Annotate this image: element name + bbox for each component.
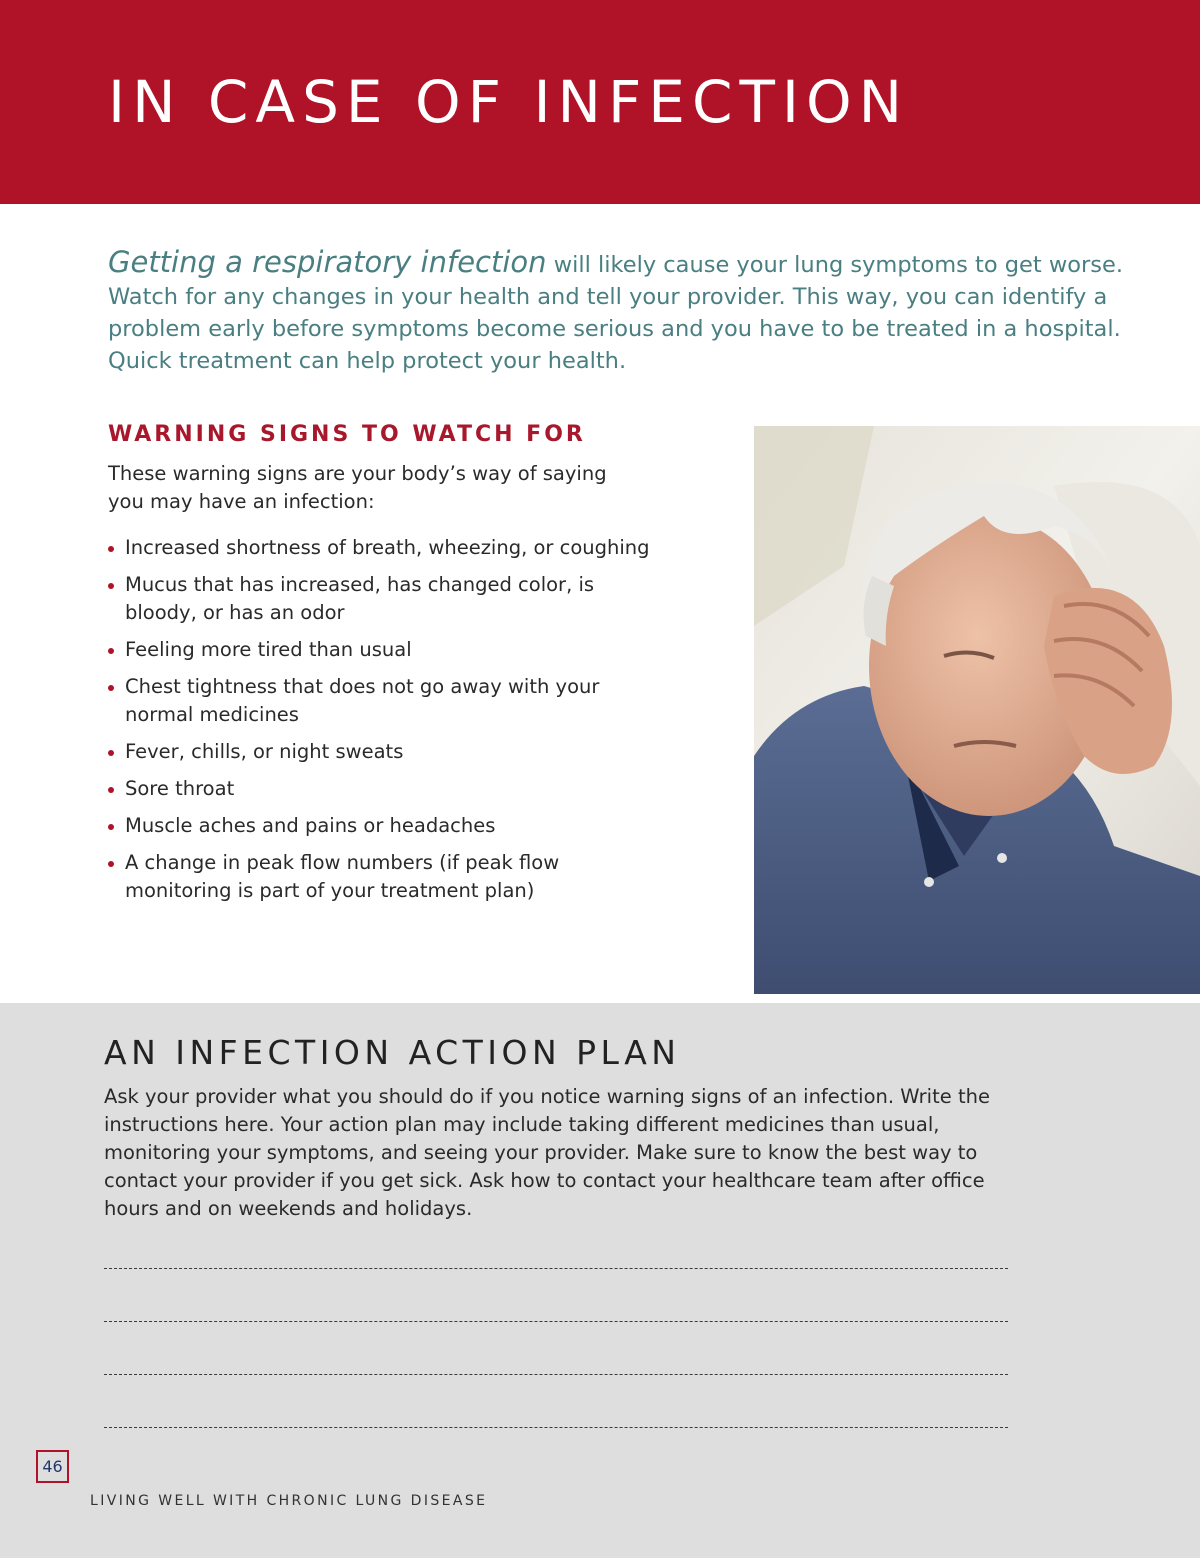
intro-lead: Getting a respiratory infection [108, 245, 547, 279]
list-item: Chest tightness that does not go away with your normal medicines [108, 673, 668, 729]
warning-signs-heading: WARNING SIGNS TO WATCH FOR [108, 422, 586, 447]
warning-signs-list [108, 534, 668, 914]
page-number: 46 [36, 1450, 69, 1483]
bullet-icon [108, 861, 114, 867]
page-header-band [0, 0, 1200, 204]
write-in-line[interactable] [104, 1268, 1008, 1269]
photo-illustration [754, 426, 1200, 994]
bullet-icon [108, 750, 114, 756]
intro-paragraph [108, 246, 1138, 377]
write-in-line[interactable] [104, 1321, 1008, 1322]
bullet-icon [108, 546, 114, 552]
bullet-icon [108, 787, 114, 793]
older-man-headache-photo [754, 426, 1200, 994]
write-in-line[interactable] [104, 1374, 1008, 1375]
action-plan-instructions: Ask your provider what you should do if you notice warning signs of an infection. Write the instructions here. Your action plan may include taking different medicines than usual, monitoring your symptoms, and seeing your provider. Make sure to know the best way to contact your provider if you get sick. Ask how to contact your healthcare team after office hours and on weekends and holidays. [104, 1085, 990, 1220]
action-plan-section [0, 1003, 1200, 1558]
list-item: Mucus that has increased, has changed color, is bloody, or has an odor [108, 571, 668, 627]
list-item: Muscle aches and pains or headaches [108, 812, 668, 840]
warning-signs-intro: These warning signs are your body’s way of saying you may have an infection: [108, 462, 607, 513]
action-plan-heading: AN INFECTION ACTION PLAN [104, 1033, 681, 1072]
list-item: Feeling more tired than usual [108, 636, 668, 664]
list-item: Increased shortness of breath, wheezing, or coughing [108, 534, 668, 562]
list-item: A change in peak flow numbers (if peak flow monitoring is part of your treatment plan) [108, 849, 668, 905]
bullet-icon [108, 824, 114, 830]
list-item: Sore throat [108, 775, 668, 803]
list-item: Fever, chills, or night sweats [108, 738, 668, 766]
footer-publication-title: LIVING WELL WITH CHRONIC LUNG DISEASE [90, 1493, 488, 1509]
page-title: IN CASE OF INFECTION [108, 68, 910, 136]
bullet-icon [108, 685, 114, 691]
bullet-icon [108, 583, 114, 589]
write-in-line[interactable] [104, 1427, 1008, 1428]
bullet-icon [108, 648, 114, 654]
intro-body: will likely cause your lung symptoms to get worse. Watch for any changes in your health and tell your provider. This way, you can identify a problem early before symptoms become serious and you have to be treated in a hospital. Quick treatment can help protect your health. [108, 252, 1123, 374]
